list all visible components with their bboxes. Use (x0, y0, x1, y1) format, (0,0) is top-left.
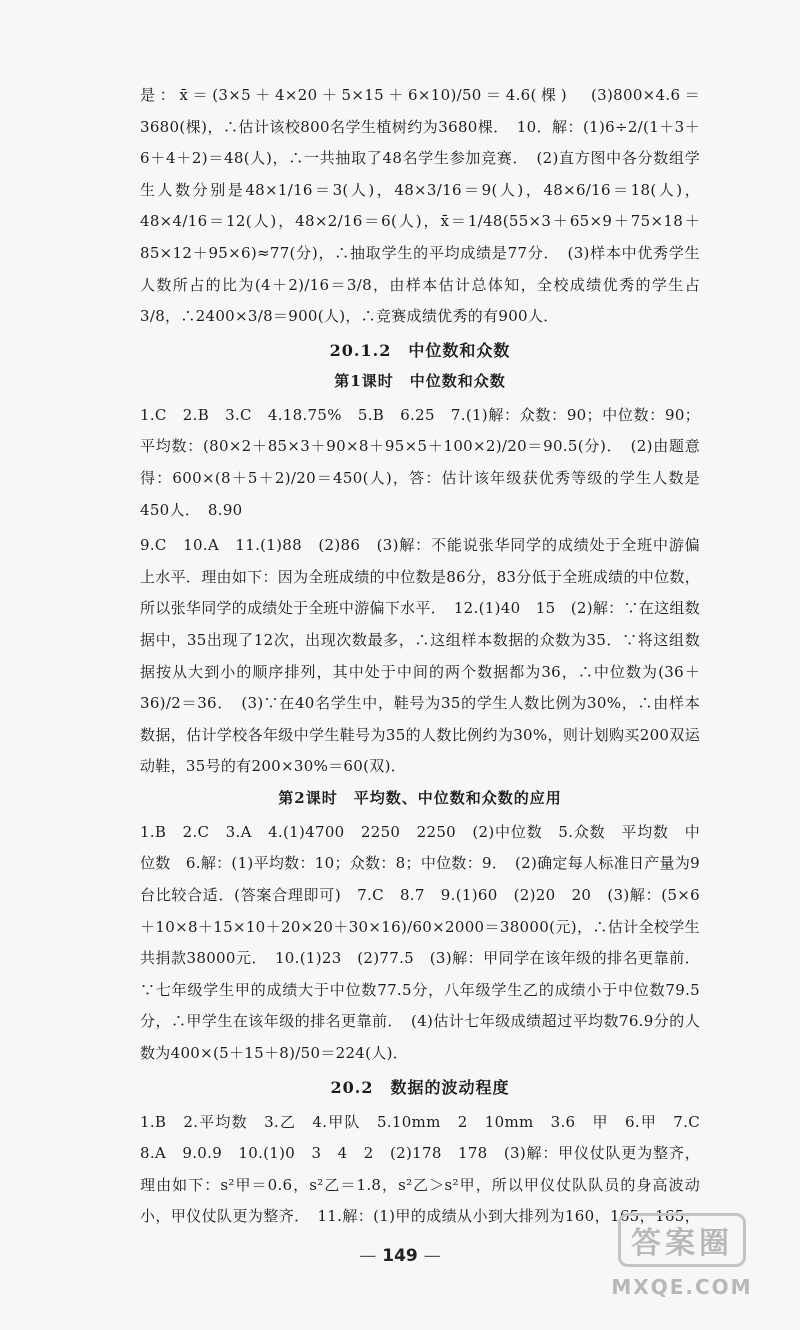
section-heading: 20.2 数据的波动程度 (330, 1077, 510, 1097)
page-number-dash-left: — (359, 1246, 377, 1266)
section-heading: 20.1.2 中位数和众数 (329, 340, 511, 360)
lesson-heading: 第2课时 平均数、中位数和众数的应用 (278, 788, 562, 807)
answer-paragraph: 1.B 2.平均数 3.乙 4.甲队 5.10mm 2 10mm 3.6 甲 6.甲 7.C 8.A 9.0.9 10.(1)0 3 4 2 (2)178 178 (3)解：甲仪仗队更为整齐，理由如下：s²甲＝0.6，s²乙＝1.8，s²乙＞s²甲，所以甲仪仗队队员的身高波动小，甲仪仗队更为整齐． 11.解：(1)甲的成绩从小到大排列为160，165，165， (140, 1112, 700, 1226)
site-watermark (582, 1200, 782, 1312)
answer-paragraph: 是：x̄＝(3×5＋4×20＋5×15＋6×10)/50＝4.6(棵) (3)800×4.6＝3680(棵)，∴估计该校800名学生植树约为3680棵． 10．解：(1)6÷2/(1＋3＋6＋4＋2)＝48(人)，∴一共抽取了48名学生参加竞赛． (2)直方图中各分数组学生人数分别是48×1/16＝3(人)，48×3/16＝9(人)，48×6/16＝18(人)，48×4/16＝12(人)，48×2/16＝6(人)，x̄＝1/48(55×3＋65×9＋75×18＋85×12＋95×6)≈77(分)，∴抽取学生的平均成绩是77分． (3)样本中优秀学生人数所占的比为(4＋2)/16＝3/8，由样本估计总体知，全校成绩优秀的学生占3/8，∴2400×3/8＝900(人)，∴竞赛成绩优秀的有900人． (140, 86, 700, 326)
watermark-url: MXQE.COM (611, 1275, 753, 1299)
answer-paragraph: 1.C 2.B 3.C 4.18.75% 5.B 6.25 7.(1)解：众数：90；中位数：90；平均数：(80×2＋85×3＋90×8＋95×5＋100×2)/20＝90.5(分)． (2)由题意得：600×(8＋5＋2)/20＝450(人)，答：估计该年级获优秀等级的学生人数是450人． 8.90 (140, 405, 700, 519)
answer-paragraph: 9.C 10.A 11.(1)88 (2)86 (3)解：不能说张华同学的成绩处于全班中游偏上水平．理由如下：因为全班成绩的中位数是86分，83分低于全班成绩的中位数，所以张华同学的成绩处于全班中游偏下水平． 12.(1)40 15 (2)解：∵在这组数据中，35出现了12次，出现次数最多，∴这组样本数据的众数为35．∵将这组数据按从大到小的顺序排列，其中处于中间的两个数据都为36，∴中位数为(36＋36)/2＝36． (3)∵在40名学生中，鞋号为35的学生人数比例为30%，∴由样本数据，估计学校各年级中学生鞋号为35的人数比例约为30%，则计划购买200双运动鞋，35号的有200×30%＝60(双)． (140, 536, 700, 776)
page-number-dash-right: — (423, 1246, 441, 1266)
watermark-logo: 答案圈 (618, 1213, 746, 1267)
answer-paragraph: 1.B 2.C 3.A 4.(1)4700 2250 2250 (2)中位数 5.众数 平均数 中位数 6.解：(1)平均数：10；众数：8；中位数：9． (2)确定每人标准日产量为9台比较合适．(答案合理即可) 7.C 8.7 9.(1)60 (2)20 20 (3)解：(5×6＋10×8＋15×10＋20×20＋30×16)/60×2000＝38000(元)，∴估计全校学生共捐款38000元． 10.(1)23 (2)77.5 (3)解：甲同学在该年级的排名更靠前．∵七年级学生甲的成绩大于中位数77.5分，八年级学生乙的成绩小于中位数79.5分，∴甲学生在该年级的排名更靠前． (4)估计七年级成绩超过平均数76.9分的人数为400×(5＋15＋8)/50＝224(人)． (140, 822, 700, 1063)
answer-text-body (0, 80, 800, 1240)
lesson-heading: 第1课时 中位数和众数 (334, 371, 506, 390)
page-number-value: 149 (382, 1246, 418, 1266)
